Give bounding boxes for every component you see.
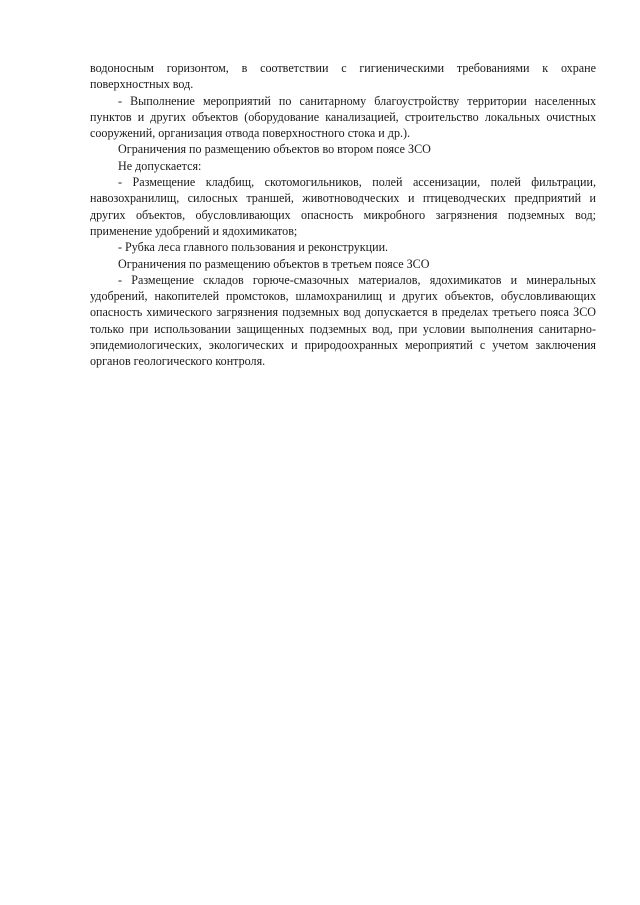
body-text — [90, 60, 596, 370]
paragraph-cemeteries-placement: - Размещение кладбищ, скотомогильников, полей ассенизации, полей фильтрации, навозохранилищ, силосных траншей, животноводческих и птицеводческих предприятий и других объектов, обусловливающих опасность микробного загрязнения подземных вод; применение удобрений и ядохимикатов; — [90, 175, 596, 238]
heading-second-belt-restrictions: Ограничения по размещению объектов во втором поясе ЗСО — [118, 142, 431, 157]
paragraph-continuation: водоносным горизонтом, в соответствии с гигиеническими требованиями к охране поверхностных вод. — [90, 61, 596, 92]
paragraph-storage-placement: - Размещение складов горюче-смазочных материалов, ядохимикатов и минеральных удобрений, накопителей промстоков, шламохранилищ и других объектов, обусловливающих опасность химического загрязнения подземных вод допускается в пределах третьего пояса ЗСО только при использовании защищенных подземных вод, при условии выполнения санитарно-эпидемиологических, экологических и природоохранных мероприятий с учетом заключения органов геологического контроля. — [90, 272, 596, 369]
paragraph-forest-cutting: - Рубка леса главного пользования и реконструкции. — [118, 240, 389, 255]
paragraph-improvement-measures: - Выполнение мероприятий по санитарному благоустройству территории населенных пунктов и других объектов (оборудование канализацией, строительство локальных очистных сооружений, организация отвода поверхностного стока и др.). — [90, 93, 596, 141]
paragraph-not-allowed: Не допускается: — [118, 158, 202, 173]
heading-third-belt-restrictions: Ограничения по размещению объектов в третьем поясе ЗСО — [118, 256, 430, 271]
